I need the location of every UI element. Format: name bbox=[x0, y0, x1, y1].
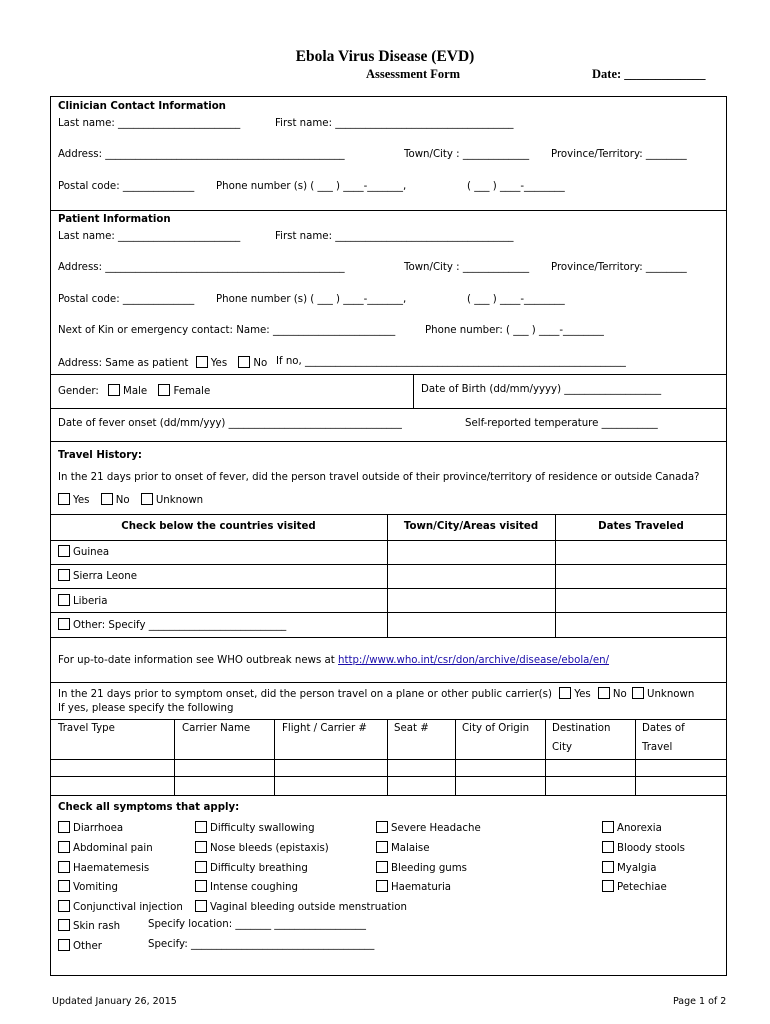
diarrhoea-checkbox[interactable] bbox=[58, 821, 70, 833]
patient-address-field[interactable]: Address: _______________________________________________ bbox=[58, 262, 345, 273]
patient-last-name-field[interactable]: Last name: ________________________ bbox=[58, 231, 241, 242]
col-dates-of-line2: Travel bbox=[642, 742, 673, 753]
conjunctival-checkbox[interactable] bbox=[58, 900, 70, 912]
symptoms-heading: Check all symptoms that apply: bbox=[58, 802, 240, 813]
symptom-abdominal-pain bbox=[58, 841, 153, 854]
intense-coughing-label: Intense coughing bbox=[210, 882, 298, 893]
haematuria-label: Haematuria bbox=[391, 882, 452, 893]
who-link[interactable]: http://www.who.int/csr/don/archive/disease/ebola/en/ bbox=[338, 655, 610, 666]
symptom-malaise bbox=[376, 841, 430, 854]
carrier-question-row bbox=[58, 687, 694, 700]
symptom-vaginal-bleeding bbox=[195, 900, 407, 913]
symptom-nose-bleeds bbox=[195, 841, 329, 854]
who-text: For up-to-date information see WHO outbreak news at bbox=[58, 655, 339, 666]
male-label: Male bbox=[123, 386, 148, 397]
intense-coughing-checkbox[interactable] bbox=[195, 880, 207, 892]
col-dates-header: Dates Traveled bbox=[598, 521, 684, 532]
travel-answer-row bbox=[58, 493, 203, 506]
form-subtitle: Assessment Form bbox=[366, 67, 461, 81]
travel-question: In the 21 days prior to onset of fever, did the person travel outside of their province/territory of residence or outside Canada? bbox=[58, 472, 700, 483]
nose-bleeds-label: Nose bleeds (epistaxis) bbox=[210, 843, 329, 854]
carrier-no-label: No bbox=[612, 689, 627, 700]
carrier-unknown-checkbox[interactable] bbox=[632, 687, 644, 699]
nose-bleeds-checkbox[interactable] bbox=[195, 841, 207, 853]
address-same-row bbox=[58, 356, 267, 369]
carrier-yes-checkbox[interactable] bbox=[559, 687, 571, 699]
gender-row bbox=[58, 384, 210, 397]
vomiting-label: Vomiting bbox=[73, 882, 118, 893]
patient-phone-field[interactable]: Phone number (s) ( ___ ) ____-_______, bbox=[216, 294, 407, 305]
petechiae-label: Petechiae bbox=[617, 882, 667, 893]
abdominal-pain-label: Abdominal pain bbox=[73, 843, 153, 854]
skin-rash-location-field[interactable]: Specify location: _______ __________________ bbox=[148, 919, 366, 930]
other-symptom-specify-field[interactable]: Specify: ____________________________________ bbox=[148, 939, 375, 950]
difficulty-swallowing-label: Difficulty swallowing bbox=[210, 823, 315, 834]
severe-headache-label: Severe Headache bbox=[391, 823, 481, 834]
other-symptom-checkbox[interactable] bbox=[58, 939, 70, 951]
clinician-town-field[interactable]: Town/City : _____________ bbox=[404, 149, 530, 160]
symptom-bleeding-gums bbox=[376, 861, 467, 874]
travel-unknown-checkbox[interactable] bbox=[141, 493, 153, 505]
temperature-field[interactable]: Self-reported temperature ___________ bbox=[465, 418, 658, 429]
country-row-sierra-leone bbox=[58, 569, 137, 582]
col-seat: Seat # bbox=[394, 723, 429, 734]
clinician-province-field[interactable]: Province/Territory: ________ bbox=[551, 149, 687, 160]
travel-no-label: No bbox=[115, 495, 130, 506]
myalgia-checkbox[interactable] bbox=[602, 861, 614, 873]
symptom-other bbox=[58, 939, 102, 952]
travel-unknown-label: Unknown bbox=[155, 495, 204, 506]
patient-postal-field[interactable]: Postal code: ______________ bbox=[58, 294, 195, 305]
country-row-other bbox=[58, 618, 286, 631]
anorexia-label: Anorexia bbox=[617, 823, 662, 834]
clinician-first-name-field[interactable]: First name: ___________________________________ bbox=[275, 118, 514, 129]
symptom-conjunctival bbox=[58, 900, 183, 913]
haematemesis-checkbox[interactable] bbox=[58, 861, 70, 873]
bleeding-gums-checkbox[interactable] bbox=[376, 861, 388, 873]
male-checkbox[interactable] bbox=[108, 384, 120, 396]
symptom-haematemesis bbox=[58, 861, 149, 874]
symptom-anorexia bbox=[602, 821, 662, 834]
who-note bbox=[58, 655, 609, 666]
malaise-label: Malaise bbox=[391, 843, 430, 854]
col-flight: Flight / Carrier # bbox=[282, 723, 367, 734]
symptom-myalgia bbox=[602, 861, 656, 874]
clinician-phone-field[interactable]: Phone number (s) ( ___ ) ____-_______, bbox=[216, 181, 407, 192]
address-same-yes-checkbox[interactable] bbox=[196, 356, 208, 368]
symptom-intense-coughing bbox=[195, 880, 298, 893]
col-travel-type: Travel Type bbox=[58, 723, 115, 734]
symptom-severe-headache bbox=[376, 821, 481, 834]
carrier-no-checkbox[interactable] bbox=[598, 687, 610, 699]
petechiae-checkbox[interactable] bbox=[602, 880, 614, 892]
updated-date: Updated January 26, 2015 bbox=[52, 996, 177, 1007]
female-label: Female bbox=[173, 386, 211, 397]
carrier-unknown-label: Unknown bbox=[647, 689, 695, 700]
form-title: Ebola Virus Disease (EVD) bbox=[295, 48, 475, 65]
difficulty-breathing-checkbox[interactable] bbox=[195, 861, 207, 873]
patient-heading: Patient Information bbox=[58, 214, 171, 225]
liberia-label: Liberia bbox=[73, 596, 108, 607]
severe-headache-checkbox[interactable] bbox=[376, 821, 388, 833]
symptom-haematuria bbox=[376, 880, 451, 893]
carrier-yes-label: Yes bbox=[574, 689, 591, 700]
patient-phone2-field[interactable]: ( ___ ) ____-________ bbox=[467, 294, 565, 305]
haematuria-checkbox[interactable] bbox=[376, 880, 388, 892]
travel-heading: Travel History: bbox=[58, 450, 143, 461]
guinea-checkbox[interactable] bbox=[58, 545, 70, 557]
if-yes-label: If yes, please specify the following bbox=[58, 703, 234, 714]
clinician-phone2-field[interactable]: ( ___ ) ____-________ bbox=[467, 181, 565, 192]
symptom-bloody-stools bbox=[602, 841, 685, 854]
diarrhoea-label: Diarrhoea bbox=[73, 823, 124, 834]
travel-yes-checkbox[interactable] bbox=[58, 493, 70, 505]
liberia-checkbox[interactable] bbox=[58, 594, 70, 606]
col-countries-header: Check below the countries visited bbox=[121, 521, 316, 532]
travel-yes-label: Yes bbox=[73, 495, 90, 506]
fever-onset-field[interactable]: Date of fever onset (dd/mm/yyy) __________________________________ bbox=[58, 418, 402, 429]
malaise-checkbox[interactable] bbox=[376, 841, 388, 853]
female-checkbox[interactable] bbox=[158, 384, 170, 396]
bloody-stools-label: Bloody stools bbox=[617, 843, 685, 854]
clinician-last-name-field[interactable]: Last name: ________________________ bbox=[58, 118, 241, 129]
haematemesis-label: Haematemesis bbox=[73, 863, 150, 874]
country-row-liberia bbox=[58, 594, 108, 607]
address-same-no-checkbox[interactable] bbox=[238, 356, 250, 368]
date-field[interactable]: Date: _____________ bbox=[592, 67, 706, 81]
col-destination-line1: Destination bbox=[552, 723, 611, 734]
clinician-postal-field[interactable]: Postal code: ______________ bbox=[58, 181, 195, 192]
symptom-diarrhoea bbox=[58, 821, 123, 834]
page-number: Page 1 of 2 bbox=[673, 996, 727, 1007]
sierra-leone-checkbox[interactable] bbox=[58, 569, 70, 581]
anorexia-checkbox[interactable] bbox=[602, 821, 614, 833]
address-same-label: Address: Same as patient bbox=[58, 358, 189, 369]
symptom-vomiting bbox=[58, 880, 118, 893]
col-origin: City of Origin bbox=[462, 723, 530, 734]
vomiting-checkbox[interactable] bbox=[58, 880, 70, 892]
address-same-yes-label: Yes bbox=[210, 358, 228, 369]
vaginal-bleeding-checkbox[interactable] bbox=[195, 900, 207, 912]
country-row-guinea bbox=[58, 545, 109, 558]
abdominal-pain-checkbox[interactable] bbox=[58, 841, 70, 853]
clinician-heading: Clinician Contact Information bbox=[58, 101, 226, 112]
other-country-checkbox[interactable] bbox=[58, 618, 70, 630]
col-destination-line2: City bbox=[552, 742, 572, 753]
patient-first-name-field[interactable]: First name: ___________________________________ bbox=[275, 231, 514, 242]
vaginal-bleeding-label: Vaginal bleeding outside menstruation bbox=[210, 902, 407, 913]
other-symptom-label: Other bbox=[73, 941, 102, 952]
difficulty-breathing-label: Difficulty breathing bbox=[210, 863, 308, 874]
difficulty-swallowing-checkbox[interactable] bbox=[195, 821, 207, 833]
carrier-question: In the 21 days prior to symptom onset, did the person travel on a plane or other public carrier(s) bbox=[58, 689, 552, 700]
other-country-label[interactable]: Other: Specify ___________________________ bbox=[73, 620, 287, 631]
conjunctival-label: Conjunctival injection bbox=[73, 902, 183, 913]
travel-no-checkbox[interactable] bbox=[101, 493, 113, 505]
gender-label: Gender: bbox=[58, 386, 99, 397]
next-of-kin-field[interactable]: Next of Kin or emergency contact: Name: ________________________ bbox=[58, 325, 396, 336]
patient-town-field[interactable]: Town/City : _____________ bbox=[404, 262, 530, 273]
col-carrier-name: Carrier Name bbox=[182, 723, 251, 734]
bleeding-gums-label: Bleeding gums bbox=[391, 863, 467, 874]
clinician-address-field[interactable]: Address: _______________________________________________ bbox=[58, 149, 345, 160]
patient-province-field[interactable]: Province/Territory: ________ bbox=[551, 262, 687, 273]
myalgia-label: Myalgia bbox=[617, 863, 657, 874]
symptom-petechiae bbox=[602, 880, 667, 893]
col-dates-of-line1: Dates of bbox=[642, 723, 685, 734]
guinea-label: Guinea bbox=[73, 547, 110, 558]
address-same-no-label: No bbox=[253, 358, 268, 369]
sierra-leone-label: Sierra Leone bbox=[73, 571, 137, 582]
symptom-skin-rash bbox=[58, 919, 120, 932]
bloody-stools-checkbox[interactable] bbox=[602, 841, 614, 853]
skin-rash-label: Skin rash bbox=[73, 921, 121, 932]
next-of-kin-phone-field[interactable]: Phone number: ( ___ ) ____-________ bbox=[425, 325, 604, 336]
skin-rash-checkbox[interactable] bbox=[58, 919, 70, 931]
symptom-difficulty-swallowing bbox=[195, 821, 315, 834]
dob-field[interactable]: Date of Birth (dd/mm/yyyy) ___________________ bbox=[421, 384, 662, 395]
address-if-no-field[interactable]: If no, _______________________________________________________________ bbox=[276, 356, 626, 367]
col-town-header: Town/City/Areas visited bbox=[403, 521, 539, 532]
symptom-difficulty-breathing bbox=[195, 861, 308, 874]
